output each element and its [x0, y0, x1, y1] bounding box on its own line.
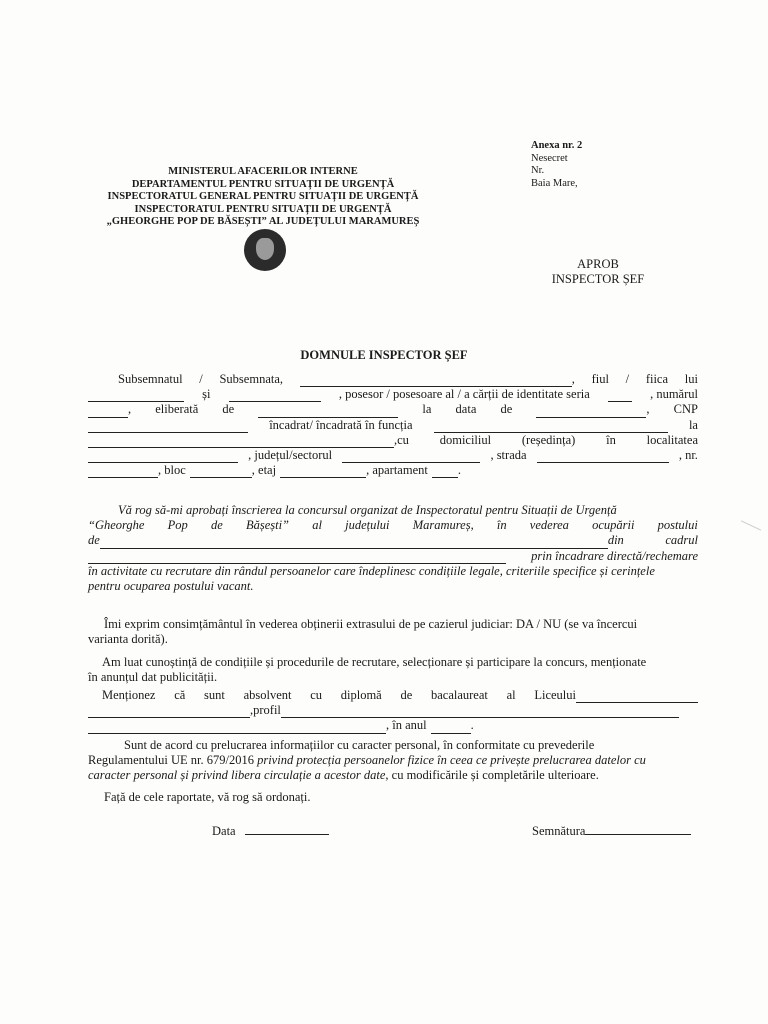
- classification-label: Nesecret: [531, 152, 568, 164]
- organization-header: [88, 166, 438, 229]
- form-line-7: , bloc , etaj , apartament .: [88, 463, 698, 478]
- knowledge-paragraph: [88, 655, 698, 685]
- request-line-3: de din cadrul: [88, 533, 698, 548]
- scan-mark: [741, 520, 761, 530]
- high-school-field[interactable]: [576, 691, 698, 703]
- annex-block: [531, 140, 582, 190]
- name-field[interactable]: [300, 375, 572, 387]
- consent-paragraph: [88, 617, 698, 647]
- form-line-2: și , posesor / posesoare al / a cărții de identitate seria , numărul: [88, 387, 698, 402]
- signature-label: Semnătura: [532, 824, 586, 838]
- org-line-5: „GHEORGHE POP DE BĂSEȘTI” AL JUDEȚULUI MARAMUREȘ: [106, 216, 420, 227]
- org-line-1: MINISTERUL AFACERILOR INTERNE: [168, 166, 358, 177]
- street-field[interactable]: [537, 451, 669, 463]
- consent-line-2: varianta dorită).: [88, 632, 168, 647]
- job-title-field[interactable]: [100, 537, 608, 549]
- request-line-1: Vă rog să-mi aprobați înscrierea la concursul organizat de Inspectoratul pentru Situații de Urgență: [118, 503, 617, 517]
- knowledge-line-2: în anunțul dat publicității.: [88, 670, 218, 685]
- gdpr-line-2: Regulamentului UE nr. 679/2016 privind protecția persoanelor fizice în ceea ce privește prelucrarea datelor cu: [88, 753, 646, 768]
- locality-field[interactable]: [88, 451, 238, 463]
- consent-line-1: Îmi exprim consimțământul în vederea obținerii extrasului de pe cazierul judiciar: DA / NU (se va încercui: [104, 617, 638, 631]
- mother-name-field[interactable]: [229, 390, 321, 402]
- request-line-5: în activitate cu recrutare din rândul persoanelor care îndeplinesc condițiile legale, criteriile specifice și cerințele: [88, 563, 655, 578]
- request-paragraph: [88, 503, 698, 594]
- street-number-field[interactable]: [88, 466, 158, 478]
- date-label: Data: [212, 824, 236, 838]
- profile-field[interactable]: [281, 706, 679, 718]
- position-field[interactable]: [434, 421, 668, 433]
- form-line-5: ,cu domiciliul (reședința) în localitatea: [88, 433, 698, 448]
- graduation-year-field[interactable]: [431, 722, 471, 734]
- closing-text: Față de cele raportate, vă rog să ordonați.: [104, 790, 311, 804]
- gdpr-line-1: Sunt de acord cu prelucrarea informațiilor cu caracter personal, în conformitate cu prevederile: [124, 738, 595, 752]
- knowledge-line-1: Am luat cunoștință de condițiile și procedurile de recrutare, selecționare și participare la concurs, menționate: [102, 655, 647, 669]
- signature-block: [532, 823, 691, 839]
- graduation-line-3: , în anul .: [88, 718, 698, 733]
- approver-title: INSPECTOR ȘEF: [551, 271, 645, 286]
- form-line-3: , eliberată de la data de , CNP: [88, 402, 698, 417]
- form-line-6: , județul/sectorul , strada , nr.: [88, 448, 698, 463]
- graduation-line-1: Menționez că sunt absolvent cu diplomă de bacalaureat al Liceului: [88, 688, 698, 703]
- id-number-field[interactable]: [88, 406, 128, 418]
- approval-block: [548, 257, 648, 286]
- signature-field[interactable]: [585, 823, 691, 835]
- father-name-field[interactable]: [88, 390, 184, 402]
- approve-label: APROB: [577, 257, 619, 271]
- high-school-name-field[interactable]: [88, 706, 250, 718]
- department-field[interactable]: [88, 552, 506, 564]
- request-line-6: pentru ocuparea postului vacant.: [88, 579, 254, 594]
- block-field[interactable]: [190, 466, 252, 478]
- request-line-2: “Gheorghe Pop de Bășești” al județului Maramureș, în vederea ocupării postului: [88, 518, 698, 533]
- cnp-field[interactable]: [88, 421, 248, 433]
- registration-number-label: Nr.: [531, 165, 545, 176]
- apartment-field[interactable]: [432, 466, 458, 478]
- specialization-field[interactable]: [88, 722, 386, 734]
- org-line-4: INSPECTORATUL PENTRU SITUAȚII DE URGENȚĂ: [134, 203, 392, 215]
- personal-data-section: [88, 372, 698, 478]
- form-line-4: încadrat/ încadrată în funcția la: [88, 418, 698, 433]
- gdpr-line-3: caracter personal și privind libera circulație a acestor date , cu modificările și completările ulterioare.: [88, 768, 599, 783]
- gdpr-paragraph: [88, 738, 698, 784]
- graduation-section: [88, 688, 698, 734]
- form-line-1: Subsemnatul / Subsemnata, , fiul / fiica lui: [118, 372, 698, 386]
- floor-field[interactable]: [280, 466, 366, 478]
- request-line-4: prin încadrare directă/rechemare: [88, 549, 698, 564]
- annex-label: Anexa nr. 2: [531, 140, 583, 151]
- workplace-field[interactable]: [88, 436, 394, 448]
- place-label: Baia Mare,: [531, 177, 578, 189]
- county-field[interactable]: [342, 451, 480, 463]
- org-line-3: INSPECTORATUL GENERAL PENTRU SITUAȚII DE URGENȚĂ: [107, 191, 419, 202]
- graduation-line-2: ,profil: [88, 703, 698, 718]
- coat-of-arms-seal-icon: [244, 229, 286, 271]
- org-line-2: DEPARTAMENTUL PENTRU SITUAȚII DE URGENȚĂ: [131, 178, 395, 190]
- id-series-field[interactable]: [608, 390, 632, 402]
- issue-date-field[interactable]: [536, 406, 646, 418]
- document-title: DOMNULE INSPECTOR ȘEF: [300, 348, 468, 362]
- date-field[interactable]: [245, 823, 329, 835]
- issued-by-field[interactable]: [258, 406, 398, 418]
- date-block: [212, 823, 329, 839]
